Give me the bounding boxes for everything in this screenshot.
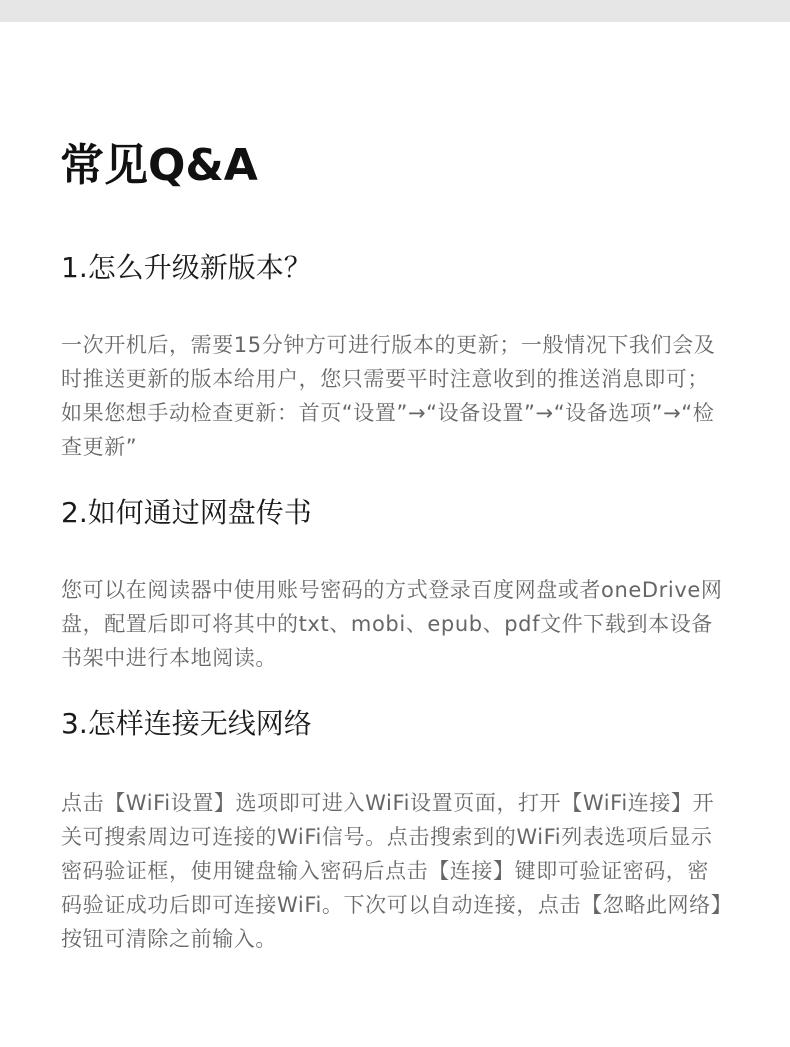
top-bar	[0, 0, 790, 22]
faq-item-wifi	[61, 704, 729, 956]
faq-item-upgrade	[61, 248, 729, 464]
page-title: 常见Q&A	[60, 140, 258, 191]
faq-answer: 一次开机后，需要15分钟方可进行版本的更新；一般情况下我们会及时推送更新的版本给用户，您只需要平时注意收到的推送消息即可；如果您想手动检查更新：首页“设置”→“设备设置”→“设备选项”→“检查更新”	[61, 333, 716, 459]
faq-item-cloud-transfer	[61, 493, 729, 675]
faq-answer: 您可以在阅读器中使用账号密码的方式登录百度网盘或者oneDrive网盘，配置后即可将其中的txt、mobi、epub、pdf文件下载到本设备书架中进行本地阅读。	[61, 578, 723, 670]
faq-question: 1.怎么升级新版本？	[61, 251, 312, 284]
faq-question: 2.如何通过网盘传书	[61, 496, 312, 529]
faq-answer: 点击【WiFi设置】选项即可进入WiFi设置页面，打开【WiFi连接】开关可搜索周边可连接的WiFi信号。点击搜索到的WiFi列表选项后显示密码验证框，使用键盘输入密码后点击【连接】键即可验证密码，密码验证成功后即可连接WiFi。下次可以自动连接，点击【忽略此网络】按钮可清除之前输入。	[61, 791, 722, 951]
faq-question: 3.怎样连接无线网络	[61, 707, 312, 740]
